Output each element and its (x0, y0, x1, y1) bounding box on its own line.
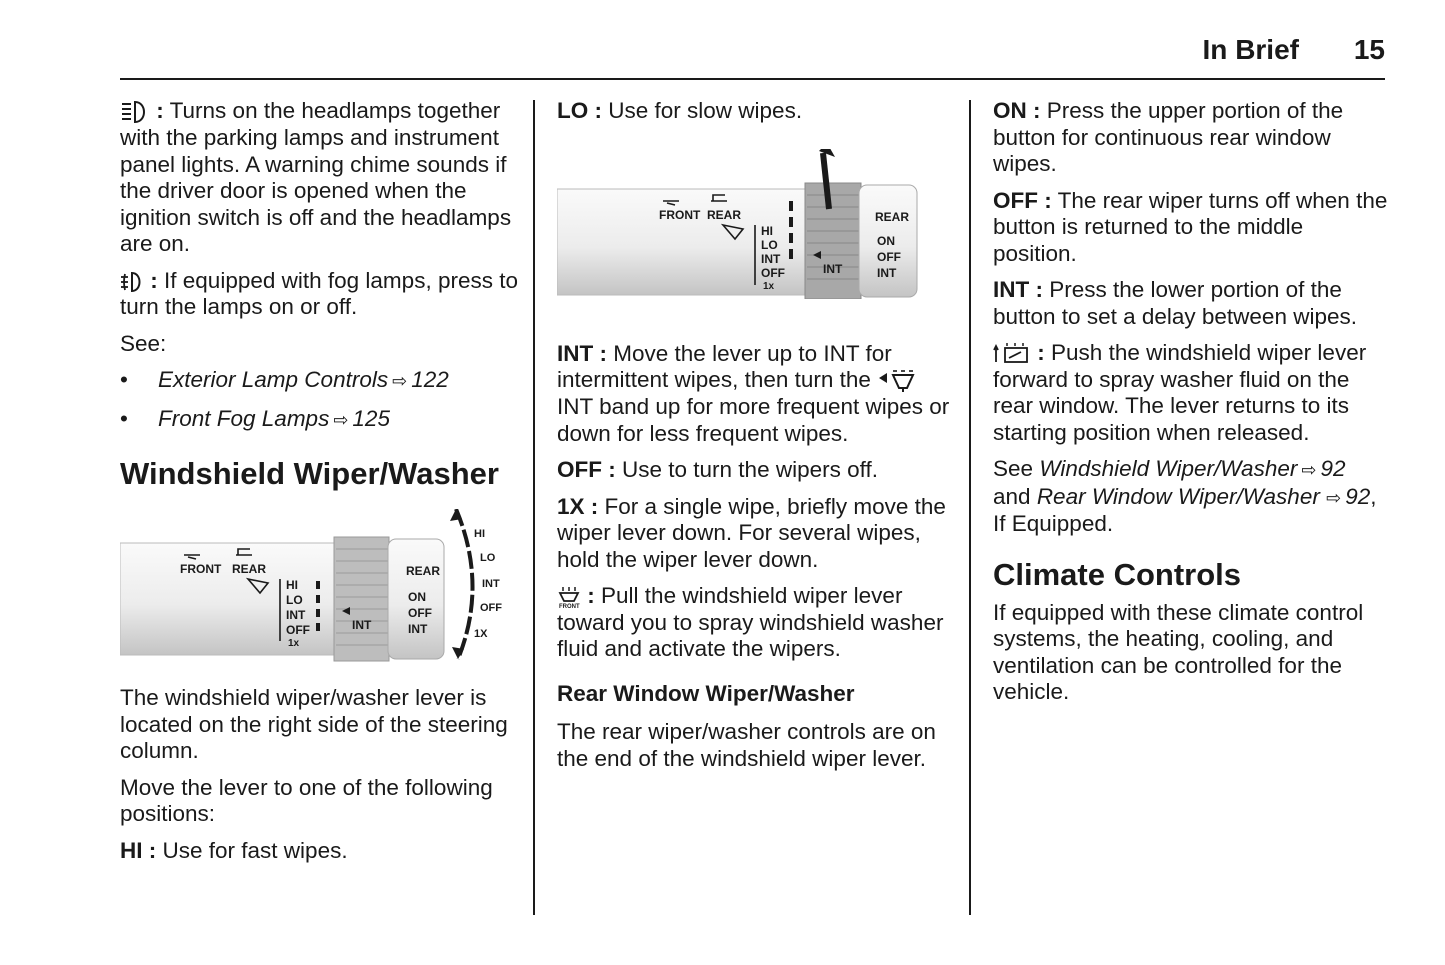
reference-page[interactable]: 92 (1345, 483, 1371, 509)
hi-label: HI (286, 578, 298, 593)
int-label: INT (286, 608, 306, 623)
hi-label: HI (761, 223, 773, 238)
wiper-lever-diagram (120, 509, 520, 669)
page-reference-arrow-icon: ⇨ (333, 409, 349, 430)
rear-int-text: Press the lower portion of the button to set a delay between wipes. (993, 277, 1357, 329)
lo-term: LO : (557, 98, 602, 123)
wiper-lever-band-diagram (557, 149, 927, 299)
rear-washer-text: Push the windshield wiper lever forward to spray washer fluid on the rear window. The lever returns to its starting position when released. (993, 340, 1367, 445)
onex-paragraph (557, 494, 957, 574)
int-text-2: INT band up for more frequent wipes or down for less frequent wipes. (557, 394, 950, 446)
reference-suffix: , If Equipped. (993, 483, 1377, 536)
headlamp-text: Turns on the headlamps together with the parking lamps and instrument panel lights. A warning chime sounds if the driver door is opened when the ignition switch is off and the headlamps are on. (120, 98, 512, 257)
bullet: • (120, 367, 128, 393)
band-int-label: INT (823, 261, 843, 276)
on-paragraph (993, 98, 1388, 178)
washer-text: Pull the windshield wiper lever toward you to spray windshield washer fluid and activate the wipers. (557, 583, 944, 662)
end-int-label: INT (877, 265, 897, 280)
rear-controls-paragraph: The rear wiper/washer controls are on the end of the windshield wiper lever. (557, 719, 936, 771)
int-paragraph (557, 341, 957, 448)
on-text: Press the upper portion of the button for continuous rear window wipes. (993, 98, 1344, 176)
band-int-label: INT (352, 618, 372, 633)
rear-off-text: The rear wiper turns off when the button is returned to the middle position. (993, 187, 1388, 266)
page-header (120, 30, 1385, 80)
hi-term: HI : (120, 837, 157, 863)
arc-int-label: INT (482, 578, 500, 591)
onex-text: For a single wipe, briefly move the wiper lever down. For several wipes, hold the wiper lever down. (557, 493, 946, 572)
svg-text:FRONT: FRONT (559, 604, 580, 610)
off-label: OFF (286, 623, 310, 638)
hi-text: Use for fast wipes. (162, 837, 348, 863)
column-2 (557, 98, 957, 782)
reference-page[interactable]: 92 (1320, 456, 1346, 481)
wiper-intermittent-icon (877, 368, 917, 394)
reference-page[interactable]: 122 (411, 367, 449, 393)
rear-washer-term: : (1037, 340, 1045, 365)
positions-paragraph: Move the lever to one of the following positions: (120, 774, 493, 827)
headlamp-icon (120, 99, 150, 125)
end-off-label: OFF (408, 606, 432, 621)
reference-link[interactable]: Rear Window Wiper/Washer (1036, 483, 1320, 509)
lever-location-paragraph: The windshield wiper/washer lever is located on the right side of the steering column. (120, 685, 508, 764)
rear-washer-paragraph (993, 340, 1388, 446)
end-rear-label: REAR (406, 564, 441, 579)
end-rear-label: REAR (875, 209, 910, 224)
rear-off-term: OFF : (993, 187, 1052, 213)
see-prefix: See (993, 456, 1034, 481)
see-references-paragraph (993, 456, 1388, 538)
end-int-label: INT (408, 622, 428, 637)
int-label: INT (761, 251, 781, 266)
on-term: ON : (993, 98, 1041, 123)
off-text: Use to turn the wipers off. (622, 457, 878, 483)
fog-label: : (150, 267, 158, 293)
section-heading: Windshield Wiper/Washer (120, 456, 499, 492)
rear-washer-icon (993, 342, 1031, 366)
front-label: FRONT (659, 207, 701, 222)
off-label: OFF (761, 265, 785, 280)
reference-link[interactable]: Windshield Wiper/Washer (1039, 456, 1298, 481)
int-term: INT : (557, 340, 607, 366)
fog-text: If equipped with fog lamps, press to turn the lamps on or off. (120, 267, 518, 320)
column-3 (993, 98, 1388, 716)
front-washer-icon (557, 585, 581, 609)
on-label: ON (408, 590, 426, 605)
headlamp-paragraph (120, 98, 520, 258)
hi-paragraph (120, 838, 520, 865)
reference-page[interactable]: 125 (352, 405, 390, 431)
end-off-label: OFF (877, 249, 901, 264)
climate-heading: Climate Controls (993, 556, 1242, 592)
headlamp-label: : (156, 98, 164, 123)
front-label: FRONT (180, 562, 222, 577)
reference-title[interactable]: Front Fog Lamps (158, 405, 330, 431)
see-label: See: (120, 330, 167, 356)
climate-paragraph: If equipped with these climate control systems, the heating, cooling, and ventilation can be controlled for the vehicle. (993, 599, 1364, 704)
int-text-1: Move the lever up to INT for intermittent wipes, then turn the (557, 340, 892, 392)
list-item[interactable] (120, 367, 520, 395)
rear-off-paragraph (993, 188, 1388, 268)
off-paragraph (557, 457, 957, 484)
onex-label: 1x (763, 280, 775, 292)
arc-1x-label: 1X (474, 628, 488, 641)
bullet: • (120, 405, 128, 431)
column-1 (120, 98, 520, 874)
off-term: OFF : (557, 457, 616, 483)
on-label: ON (877, 233, 895, 248)
reference-list (120, 367, 520, 433)
lo-label: LO (761, 237, 778, 252)
fog-lamp-icon (120, 270, 144, 294)
section-title: In Brief (1202, 34, 1299, 65)
fog-paragraph (120, 268, 520, 321)
lo-text: Use for slow wipes. (608, 98, 803, 123)
page-reference-arrow-icon: ⇨ (1326, 487, 1342, 508)
arc-off-label: OFF (480, 602, 502, 615)
and-text: and (993, 483, 1031, 509)
rear-label: REAR (707, 207, 742, 222)
page-reference-arrow-icon: ⇨ (392, 371, 408, 392)
rear-int-paragraph (993, 277, 1388, 330)
page-reference-arrow-icon: ⇨ (1301, 460, 1317, 480)
reference-title[interactable]: Exterior Lamp Controls (158, 367, 389, 393)
washer-term: : (587, 583, 595, 609)
rear-label: REAR (232, 562, 267, 577)
arc-hi-label: HI (474, 528, 485, 541)
subheading: Rear Window Wiper/Washer (557, 680, 855, 706)
lo-label: LO (286, 593, 303, 608)
washer-paragraph (557, 583, 957, 663)
onex-term: 1X : (557, 493, 599, 519)
rear-int-term: INT : (993, 277, 1043, 302)
onex-label: 1x (288, 638, 300, 650)
list-item[interactable] (120, 406, 520, 434)
column-divider-2 (969, 100, 971, 915)
page-number: 15 (1353, 34, 1385, 65)
arc-lo-label: LO (480, 552, 496, 565)
lo-paragraph (557, 98, 957, 125)
int-band (334, 537, 389, 661)
column-divider-1 (533, 100, 535, 915)
